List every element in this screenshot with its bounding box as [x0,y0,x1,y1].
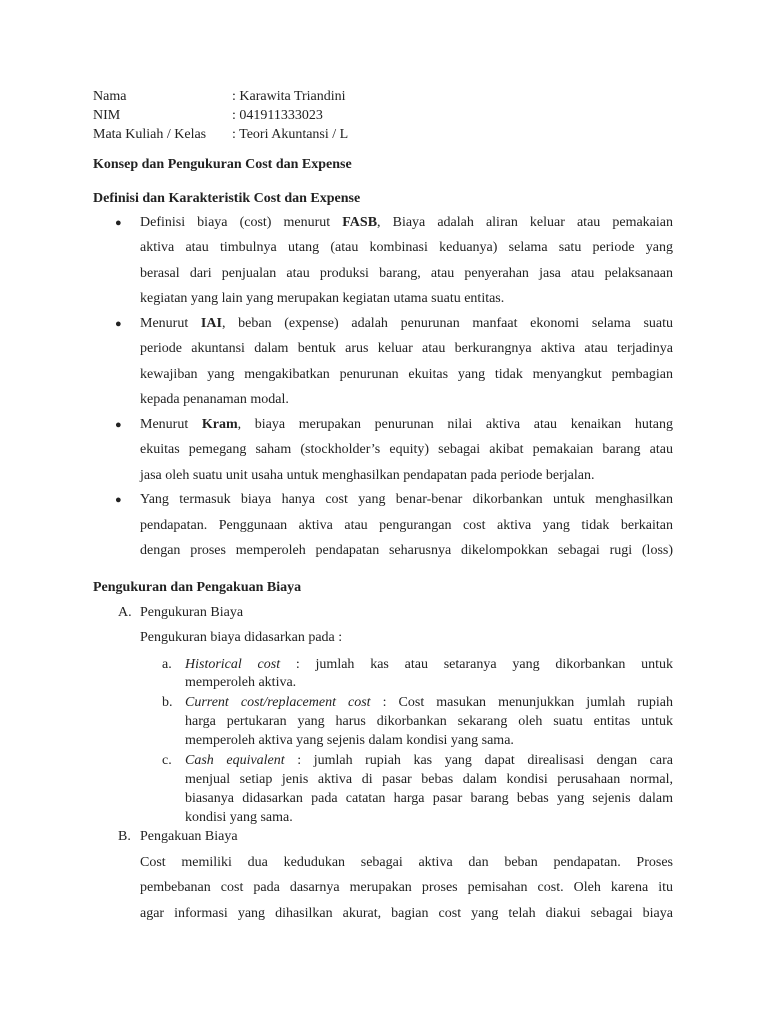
bullet-kram-line-2: ekuitas pemegang saham (stockholder’s equity) sebagai akibat pemakaian barang atau [140,442,673,457]
bullet-loss-line-3: dengan proses memperoleh pendapatan seharusnya dikelompokkan sebagai rugi (loss) [140,543,673,558]
bullet-fasb-line-4: kegiatan yang lain yang merupakan kegiatan utama suatu entitas. [140,291,505,306]
bullet-fasb-line-3: berasal dari penjualan atau produksi barang, atau penyerahan jasa atau pelaksanaan [140,266,673,281]
subheading-pengakuan-biaya: Pengakuan Biaya [140,829,238,844]
pengakuan-line-2: pembebanan cost pada dasarnya merupakan proses pemisahan cost. Oleh karena itu [140,880,673,895]
bullet-icon: ● [115,318,122,330]
bullet-kram-line-1: Menurut Kram, biaya merupakan penurunan nilai aktiva atau kenaikan hutang [140,417,673,432]
bullet-icon: ● [115,419,122,431]
list-marker-a: a. [162,657,172,672]
section-heading-pengukuran: Pengukuran dan Pengakuan Biaya [93,580,302,595]
name-label: Nama [93,89,127,104]
bullet-iai-line-4: kepada penanaman modal. [140,392,289,407]
pengukuran-intro: Pengukuran biaya didasarkan pada : [140,630,343,645]
current-cost-line-2: harga pertukaran yang harus dikorbankan sekarang oleh suatu entitas untuk [185,714,673,729]
pengakuan-line-3: agar informasi yang dihasilkan akurat, bagian cost yang telah diakui sebagai biaya [140,906,673,921]
cash-equivalent-line-4: kondisi yang sama. [185,810,293,825]
list-marker-b: b. [162,695,173,710]
bullet-kram-line-3: jasa oleh suatu unit usaha untuk menghasilkan pendapatan pada periode berjalan. [140,468,595,483]
pengakuan-line-1: Cost memiliki dua kedudukan sebagai aktiva dan beban pendapatan. Proses [140,855,673,870]
name-value: : Karawita Triandini [232,89,346,104]
bullet-loss-line-1: Yang termasuk biaya hanya cost yang benar-benar dikorbankan untuk menghasilkan [140,492,673,507]
list-marker-c: c. [162,753,172,768]
bullet-iai-line-1: Menurut IAI, beban (expense) adalah penurunan manfaat ekonomi selama suatu [140,316,673,331]
current-cost-line-3: memperoleh aktiva yang sejenis dalam kondisi yang sama. [185,733,514,748]
bullet-iai-line-3: kewajiban yang mengakibatkan penurunan ekuitas yang tidak menyangkut pembagian [140,367,673,382]
bullet-icon: ● [115,494,122,506]
cash-equivalent-line-2: menjual setiap jenis aktiva di pasar bebas dalam kondisi perusahaan normal, [185,772,673,787]
bullet-fasb-line-1: Definisi biaya (cost) menurut FASB, Biaya adalah aliran keluar atau pemakaian [140,215,673,230]
nim-label: NIM [93,108,121,123]
historical-cost-line-2: memperoleh aktiva. [185,675,297,690]
list-marker-b-upper: B. [118,829,131,844]
cash-equivalent-line-1: Cash equivalent : jumlah rupiah kas yang dapat direalisasi dengan cara [185,753,673,768]
nim-value: : 041911333023 [232,108,323,123]
class-value: : Teori Akuntansi / L [232,127,349,142]
subheading-pengukuran-biaya: Pengukuran Biaya [140,605,244,620]
class-label: Mata Kuliah / Kelas [93,127,207,142]
current-cost-line-1: Current cost/replacement cost : Cost masukan menunjukkan jumlah rupiah [185,695,673,710]
cash-equivalent-line-3: biasanya didasarkan pada catatan harga pasar barang bebas yang sejenis dalam [185,791,673,806]
bullet-fasb-line-2: aktiva atau timbulnya utang (atau kombinasi keduanya) selama satu periode yang [140,240,673,255]
list-marker-a-upper: A. [118,605,132,620]
bullet-iai-line-2: periode akuntansi dalam bentuk arus keluar atau berkurangnya aktiva atau terjadinya [140,341,673,356]
bullet-loss-line-2: pendapatan. Penggunaan aktiva atau pengurangan cost aktiva yang tidak berkaitan [140,518,673,533]
document-title: Konsep dan Pengukuran Cost dan Expense [93,157,352,172]
section-heading-definisi: Definisi dan Karakteristik Cost dan Expense [93,191,361,206]
bullet-icon: ● [115,217,122,229]
historical-cost-line-1: Historical cost : jumlah kas atau setaranya yang dikorbankan untuk [185,657,673,672]
